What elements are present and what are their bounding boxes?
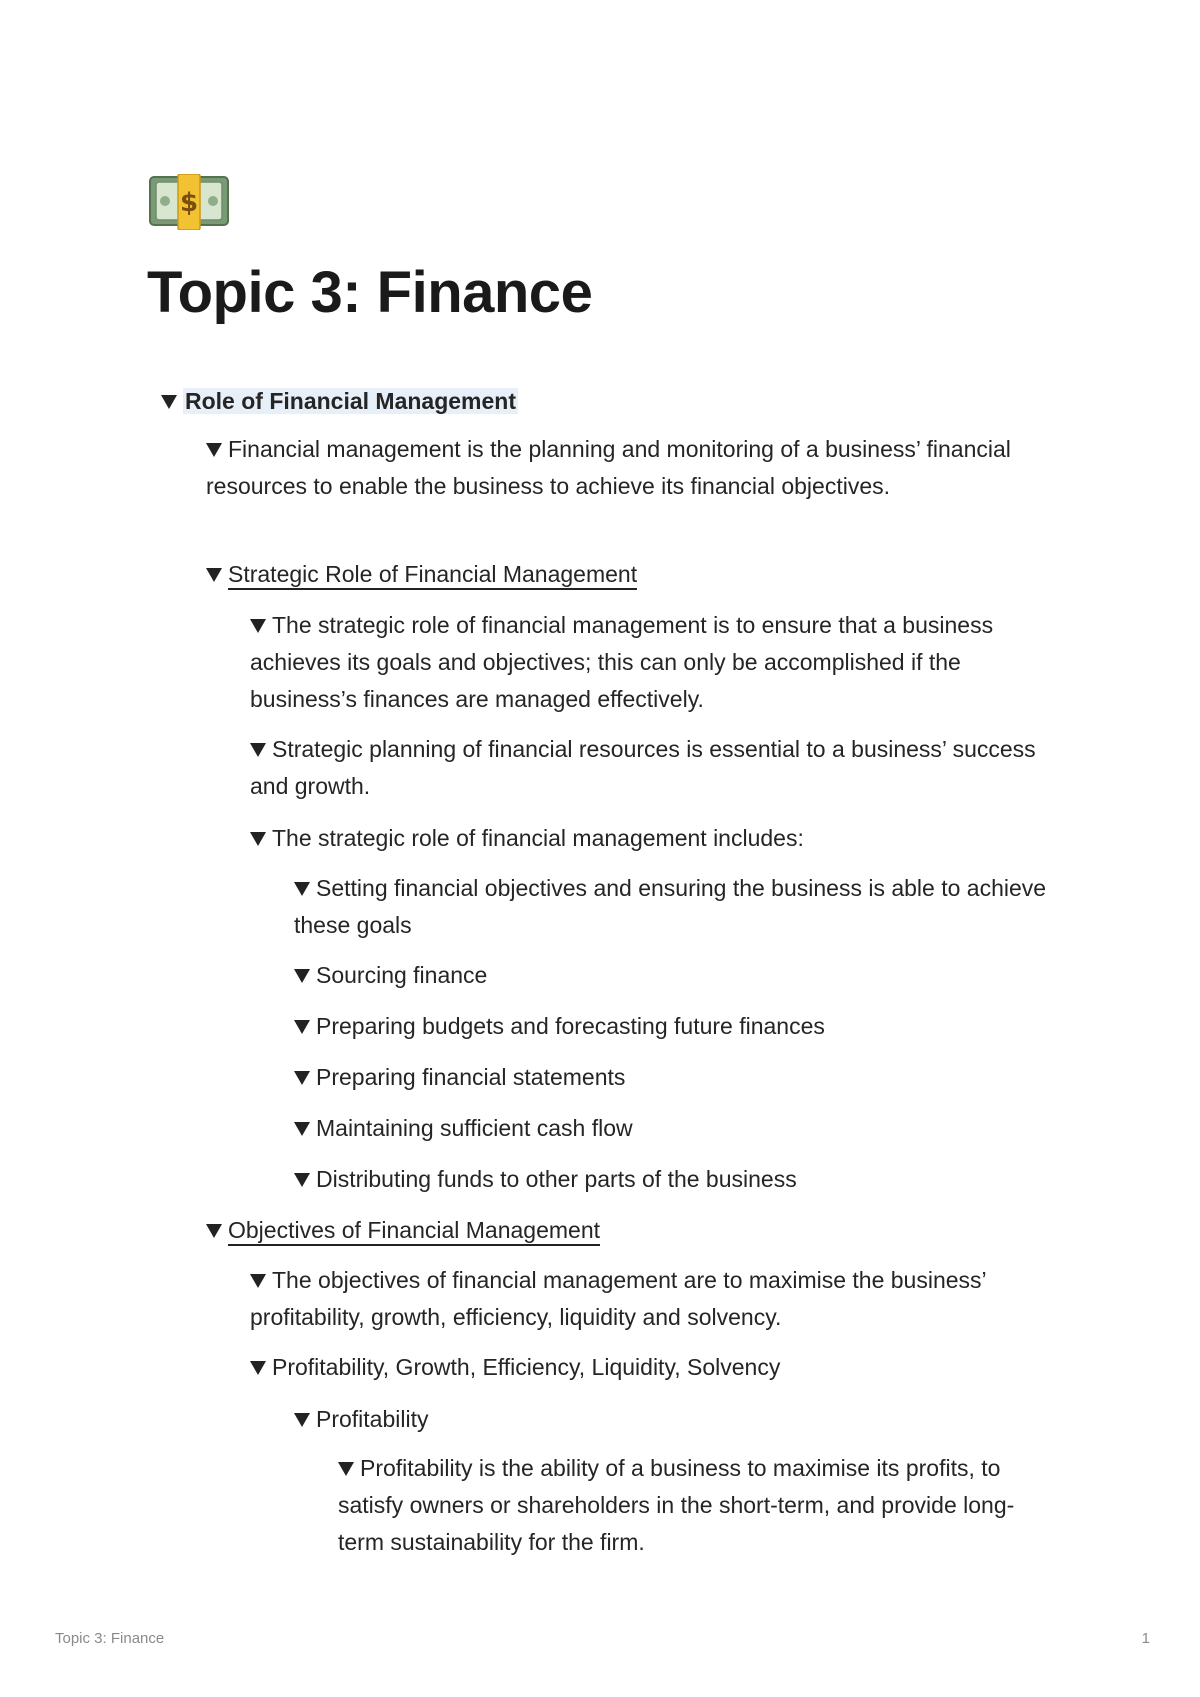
toggle-text: Maintaining sufficient cash flow xyxy=(316,1115,633,1141)
toggle-text: The strategic role of financial management includes: xyxy=(272,825,804,851)
toggle-objectives-definition[interactable] xyxy=(250,1262,1020,1336)
toggle-heading-label: Objectives of Financial Management xyxy=(228,1217,600,1246)
toggle-triangle-icon[interactable] xyxy=(250,1361,266,1375)
toggle-text: Distributing funds to other parts of the business xyxy=(316,1166,797,1192)
toggle-triangle-icon[interactable] xyxy=(206,443,222,457)
money-banknote-icon xyxy=(148,174,230,230)
toggle-setting-objectives[interactable] xyxy=(294,870,1064,944)
footer-document-title: Topic 3: Finance xyxy=(55,1630,165,1647)
toggle-triangle-icon[interactable] xyxy=(294,1413,310,1427)
toggle-triangle-icon[interactable] xyxy=(206,1224,222,1238)
toggle-sourcing-finance[interactable] xyxy=(294,957,487,994)
page-title: Topic 3: Finance xyxy=(147,260,593,325)
toggle-triangle-icon[interactable] xyxy=(294,1173,310,1187)
toggle-role-of-financial-management[interactable] xyxy=(161,383,518,420)
toggle-triangle-icon[interactable] xyxy=(294,1122,310,1136)
toggle-strategic-role-includes[interactable] xyxy=(250,820,804,857)
toggle-heading-label: Strategic Role of Financial Management xyxy=(228,561,637,590)
toggle-text: Financial management is the planning and monitoring of a business’ financial resources to enable the business to achieve its financial objectives. xyxy=(206,436,1011,499)
toggle-text: Profitability is the ability of a business to maximise its profits, to satisfy owners or shareholders in the short-term, and provide long-term sustainability for the firm. xyxy=(338,1455,1015,1555)
toggle-profitability[interactable] xyxy=(294,1401,428,1438)
toggle-text: Setting financial objectives and ensuring the business is able to achieve these goals xyxy=(294,875,1047,938)
toggle-text: Profitability xyxy=(316,1406,429,1432)
toggle-objectives[interactable] xyxy=(206,1212,600,1249)
toggle-text: The strategic role of financial management is to ensure that a business achieves its goals and objectives; this can only be accomplished if the business’s finances are managed effectively. xyxy=(250,612,994,712)
svg-text:$: $ xyxy=(179,188,199,218)
toggle-triangle-icon[interactable] xyxy=(250,1274,266,1288)
toggle-preparing-statements[interactable] xyxy=(294,1059,625,1096)
toggle-strategic-role[interactable] xyxy=(206,556,637,593)
footer-page-number: 1 xyxy=(1141,1630,1150,1647)
toggle-triangle-icon[interactable] xyxy=(250,743,266,757)
toggle-objectives-list[interactable] xyxy=(250,1349,780,1386)
toggle-preparing-budgets[interactable] xyxy=(294,1008,825,1045)
toggle-triangle-icon[interactable] xyxy=(250,619,266,633)
toggle-text: Strategic planning of financial resources is essential to a business’ success and growth. xyxy=(250,736,1036,799)
toggle-definition[interactable] xyxy=(206,431,1026,505)
toggle-text: Preparing financial statements xyxy=(316,1064,626,1090)
toggle-heading-label: Role of Financial Management xyxy=(185,388,516,414)
toggle-triangle-icon[interactable] xyxy=(338,1462,354,1476)
toggle-triangle-icon[interactable] xyxy=(294,1020,310,1034)
toggle-text: Preparing budgets and forecasting future finances xyxy=(316,1013,825,1039)
toggle-text: The objectives of financial management are to maximise the business’ profitability, growth, efficiency, liquidity and solvency. xyxy=(250,1267,986,1330)
toggle-cash-flow[interactable] xyxy=(294,1110,633,1147)
toggle-strategic-planning[interactable] xyxy=(250,731,1050,805)
toggle-triangle-icon[interactable] xyxy=(161,395,177,409)
toggle-profitability-definition[interactable] xyxy=(338,1450,1048,1561)
toggle-triangle-icon[interactable] xyxy=(294,969,310,983)
toggle-distributing-funds[interactable] xyxy=(294,1161,797,1198)
toggle-triangle-icon[interactable] xyxy=(294,1071,310,1085)
toggle-triangle-icon[interactable] xyxy=(250,832,266,846)
toggle-strategic-role-definition[interactable] xyxy=(250,607,1040,718)
toggle-text: Sourcing finance xyxy=(316,962,488,988)
toggle-triangle-icon[interactable] xyxy=(206,568,222,582)
toggle-triangle-icon[interactable] xyxy=(294,882,310,896)
toggle-text: Profitability, Growth, Efficiency, Liquidity, Solvency xyxy=(272,1354,781,1380)
